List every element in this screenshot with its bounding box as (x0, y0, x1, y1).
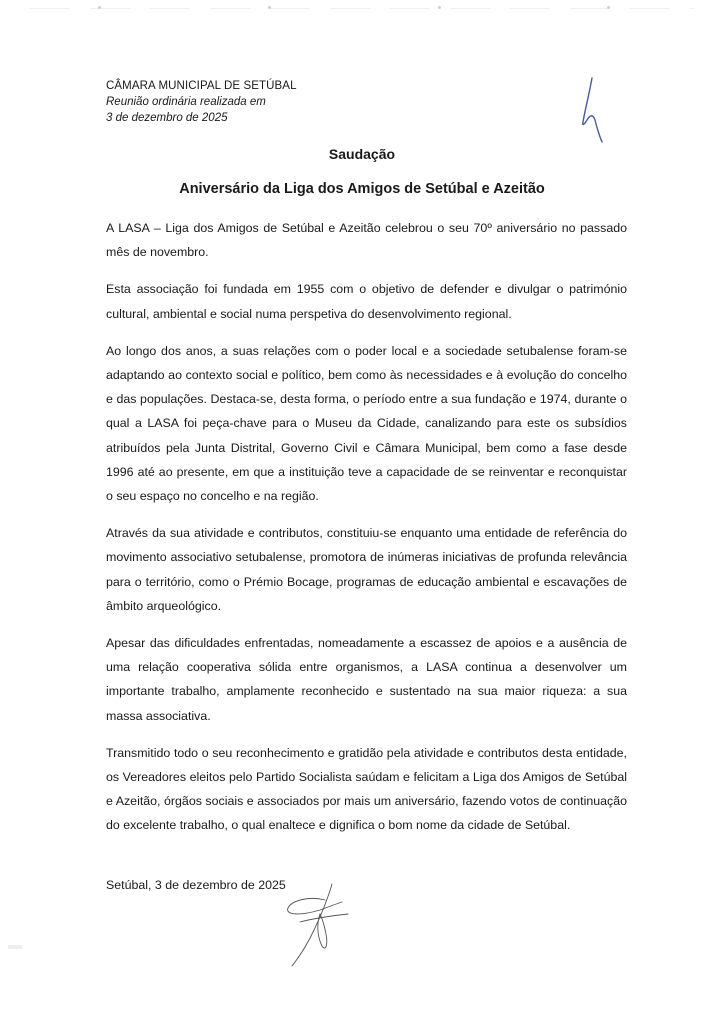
document-type-title: Saudação (328, 146, 396, 162)
scan-artifact-dot (607, 6, 610, 9)
scan-artifact-dot (268, 6, 271, 9)
paragraph: Ao longo dos anos, a suas relações com o poder local e a sociedade setubalense foram-se adaptando ao contexto social e político, bem como às necessidades e à evolução do concelho e das populações. Destaca-se, desta forma, o período entre a sua fundação e 1974, durante o qual a LASA foi peça-chave para o Museu da Cidade, canalizando para este os subsídios atribuídos pela Junta Distrital, Governo Civil e Câmara Municipal, bem como a fase desde 1996 até ao presente, em que a instituição teve a capacidade de se reinventar e reconquistar o seu espaço no concelho e na região. (106, 343, 627, 504)
paragraph: A LASA – Liga dos Amigos de Setúbal e Azeitão celebrou o seu 70º aniversário no passado mês de novembro. (106, 221, 627, 260)
closing-place-date: Setúbal, 3 de dezembro de 2025 (106, 878, 286, 892)
scan-artifact-left-edge (8, 945, 22, 949)
document-subject-title: Aniversário da Liga dos Amigos de Setúbal e Azeitão (179, 181, 545, 197)
paragraph: Através da sua atividade e contributos, constituiu-se enquanto uma entidade de referência do movimento associativo setubalense, promotora de inúmeras iniciativas de profunda relevância para o território, como o Prémio Bocage, programas de educação ambiental e escavações de âmbito arqueológico. (106, 526, 627, 613)
paragraph: Esta associação foi fundada em 1955 com o objetivo de defender e divulgar o património cultural, ambiental e social numa perspetiva do desenvolvimento regional. (106, 282, 627, 321)
document-body (106, 216, 627, 851)
meeting-date: 3 de dezembro de 2025 (106, 112, 228, 124)
handwritten-signature-icon (270, 878, 370, 968)
paragraph: Transmitido todo o seu reconhecimento e gratidão pela atividade e contributos desta entidade, os Vereadores eleitos pelo Partido Socialista saúdam e felicitam a Liga dos Amigos de Setúbal e Azeitão, órgãos sociais e associados por mais um aniversário, fazendo votos de continuação do excelente trabalho, o qual enaltece e dignifica o bom nome da cidade de Setúbal. (106, 745, 627, 833)
meeting-label: Reunião ordinária realizada em (106, 96, 266, 108)
scan-artifact-dot (438, 6, 441, 9)
scan-artifact-top-edge (30, 8, 694, 9)
paragraph: Apesar das dificuldades enfrentadas, nomeadamente a escassez de apoios e a ausência de uma relação cooperativa sólida entre organismos, a LASA continua a desenvolver um importante trabalho, amplamente reconhecido e sustentado na sua maior riqueza: a sua massa associativa. (106, 636, 627, 723)
organization-name: CÂMARA MUNICIPAL DE SETÚBAL (106, 80, 297, 92)
document-header (106, 78, 297, 126)
scan-artifact-dot (98, 6, 101, 9)
